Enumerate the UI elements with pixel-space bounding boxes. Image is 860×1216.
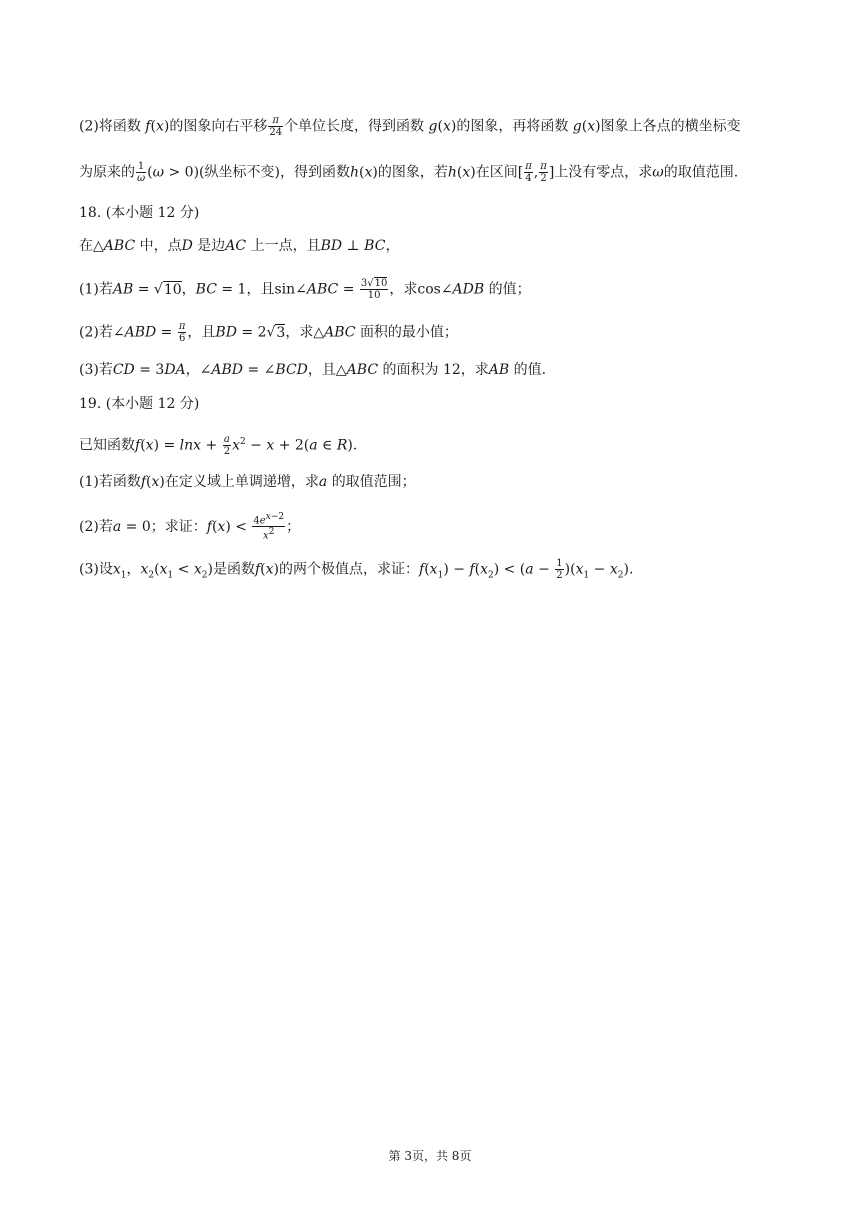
fraction-a-2: $\frac{a}{2}$ xyxy=(223,434,231,458)
q17-part2-line1: (2)将函数 f(x)的图象向右平移 $\frac{\pi}{24}$ 个单位长度，得到函数 g(x)的图象，再将函数 g(x)图象上各点的横坐标变 xyxy=(79,115,741,138)
fraction-pi-6: $\frac{\pi}{6}$ xyxy=(178,321,186,344)
fraction-4e-over-x2: $\frac{4e^{x-2}}{x^2}$ xyxy=(253,512,285,542)
fraction-1-omega: $\frac{1}{\omega}$ xyxy=(137,161,146,184)
fraction-pi-2: $\frac{\pi}{2}$ xyxy=(540,161,547,184)
q18-stem: 在△ABC 中，点D 是边AC 上一点，且BD ⊥ BC， xyxy=(79,238,400,254)
fraction-pi-24: $\frac{\pi}{24}$ xyxy=(269,115,283,138)
fraction-3sqrt10-10: $\frac{3√10}{10}$ xyxy=(360,278,388,301)
q19-part3: (3)设$x_1$，$x_2(x_1 < x_2)$是函数f(x)的两个极值点，求证：$f(x_1) - f(x_2) < (a$ − $\frac{1}{2}$ )$(x_1 - x_2)$. xyxy=(79,558,634,581)
fraction-pi-4: $\frac{\pi}{4}$ xyxy=(525,161,532,184)
q18-part3: (3)若CD = 3DA，∠ABD = ∠BCD，且△ABC 的面积为 12，求AB 的值. xyxy=(79,362,547,378)
q18-header: 18. (本小题 12 分) xyxy=(79,205,200,221)
q19-part1: (1)若函数f(x)在定义域上单调递增，求a 的取值范围； xyxy=(79,474,416,490)
q18-part1: (1)若AB = √10，BC = 1，且sin∠ABC = $\frac{3√10}{10}$ ，求cos∠ADB 的值； xyxy=(79,278,531,301)
fraction-1-2: $\frac{1}{2}$ xyxy=(556,558,563,581)
page-footer: 第 3页，共 8页 xyxy=(388,1149,472,1163)
q19-header: 19. (本小题 12 分) xyxy=(79,396,200,412)
q19-stem: 已知函数f(x) = lnx + $\frac{a}{2}$ $x^2 - x + 2(a$ ∈ R). xyxy=(79,434,358,458)
q18-part2: (2)若∠ABD = $\frac{\pi}{6}$ ，且BD = 2√3，求△ABC 面积的最小值； xyxy=(79,321,458,344)
q19-part2: (2)若a = 0；求证：f(x) < $\frac{4e^{x-2}}{x^2}$ ； xyxy=(79,512,301,542)
q17-part2-line2: 为原来的 $\frac{1}{\omega}$ (ω > 0)(纵坐标不变)，得到函数h(x)的图象，若h(x)在区间[ $\frac{\pi}{4}$ , $\frac{\pi}{2}$ ]上没有零点，求ω的取值范围. xyxy=(79,161,739,184)
